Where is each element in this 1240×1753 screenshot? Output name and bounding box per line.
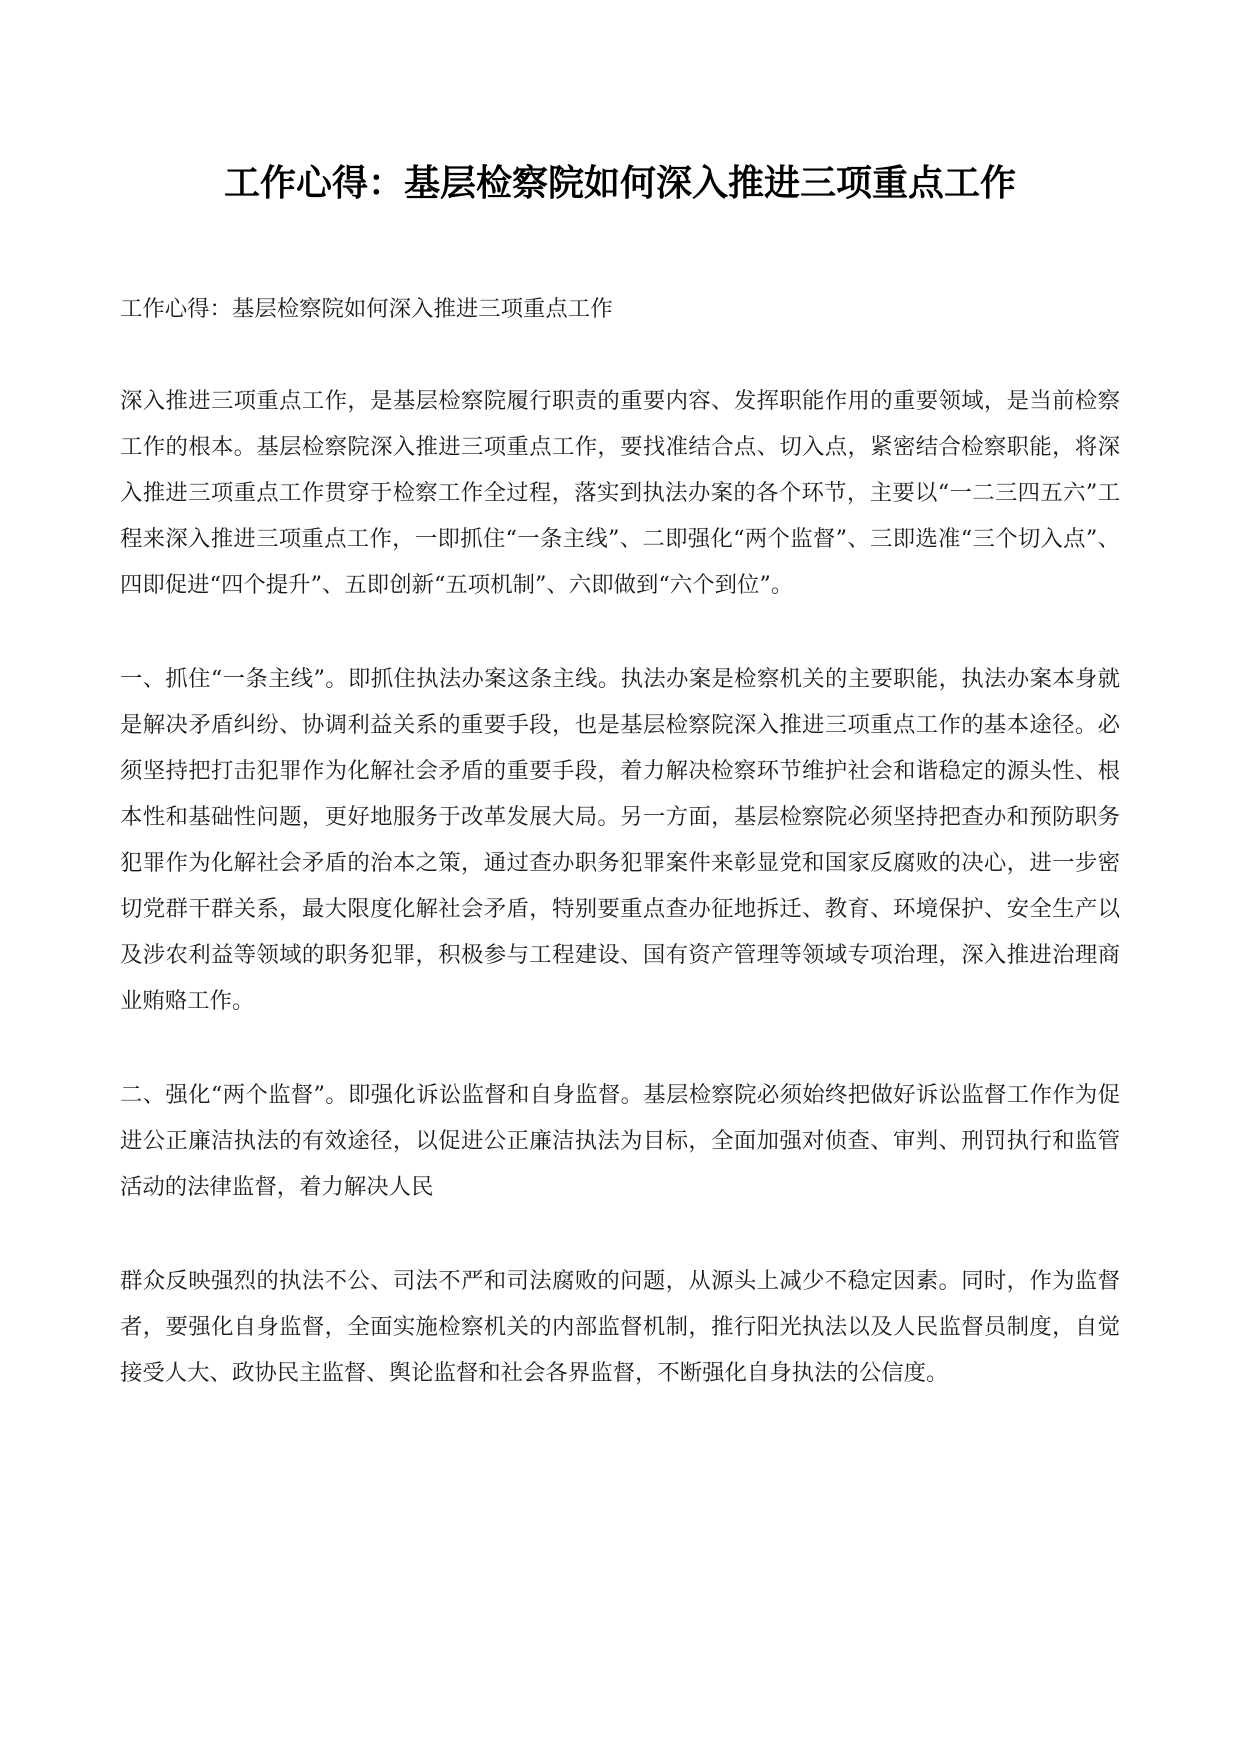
paragraph-intro: 深入推进三项重点工作，是基层检察院履行职责的重要内容、发挥职能作用的重要领域，是当前检察工作的根本。基层检察院深入推进三项重点工作，要找准结合点、切入点，紧密结合检察职能，将深入推进三项重点工作贯穿于检察工作全过程，落实到执法办案的各个环节，主要以“一二三四五六”工程来深入推进三项重点工作，一即抓住“一条主线”、二即强化“两个监督”、三即选准“三个切入点”、四即促进“四个提升”、五即创新“五项机制”、六即做到“六个到位”。 xyxy=(120,388,1120,598)
document-body xyxy=(120,286,1120,1444)
paragraph-section-two: 二、强化“两个监督”。即强化诉讼监督和自身监督。基层检察院必须始终把做好诉讼监督工作作为促进公正廉洁执法的有效途径，以促进公正廉洁执法为目标，全面加强对侦查、审判、刑罚执行和监管活动的法律监督，着力解决人民 xyxy=(120,1082,1120,1200)
document-subtitle: 工作心得：基层检察院如何深入推进三项重点工作 xyxy=(120,296,613,322)
paragraph-section-two-continued: 群众反映强烈的执法不公、司法不严和司法腐败的问题，从源头上减少不稳定因素。同时，作为监督者，要强化自身监督，全面实施检察机关的内部监督机制，推行阳光执法以及人民监督员制度，自觉接受人大、政协民主监督、舆论监督和社会各界监督，不断强化自身执法的公信度。 xyxy=(120,1268,1120,1386)
paragraph-section-one: 一、抓住“一条主线”。即抓住执法办案这条主线。执法办案是检察机关的主要职能，执法办案本身就是解决矛盾纠纷、协调利益关系的重要手段，也是基层检察院深入推进三项重点工作的基本途径。必须坚持把打击犯罪作为化解社会矛盾的重要手段，着力解决检察环节维护社会和谐稳定的源头性、根本性和基础性问题，更好地服务于改革发展大局。另一方面，基层检察院必须坚持把查办和预防职务犯罪作为化解社会矛盾的治本之策，通过查办职务犯罪案件来彰显党和国家反腐败的决心，进一步密切党群干群关系，最大限度化解社会矛盾，特别要重点查办征地拆迁、教育、环境保护、安全生产以及涉农利益等领域的职务犯罪，积极参与工程建设、国有资产管理等领域专项治理，深入推进治理商业贿赂工作。 xyxy=(120,666,1120,1014)
page-title: 工作心得：基层检察院如何深入推进三项重点工作 xyxy=(223,163,1016,204)
